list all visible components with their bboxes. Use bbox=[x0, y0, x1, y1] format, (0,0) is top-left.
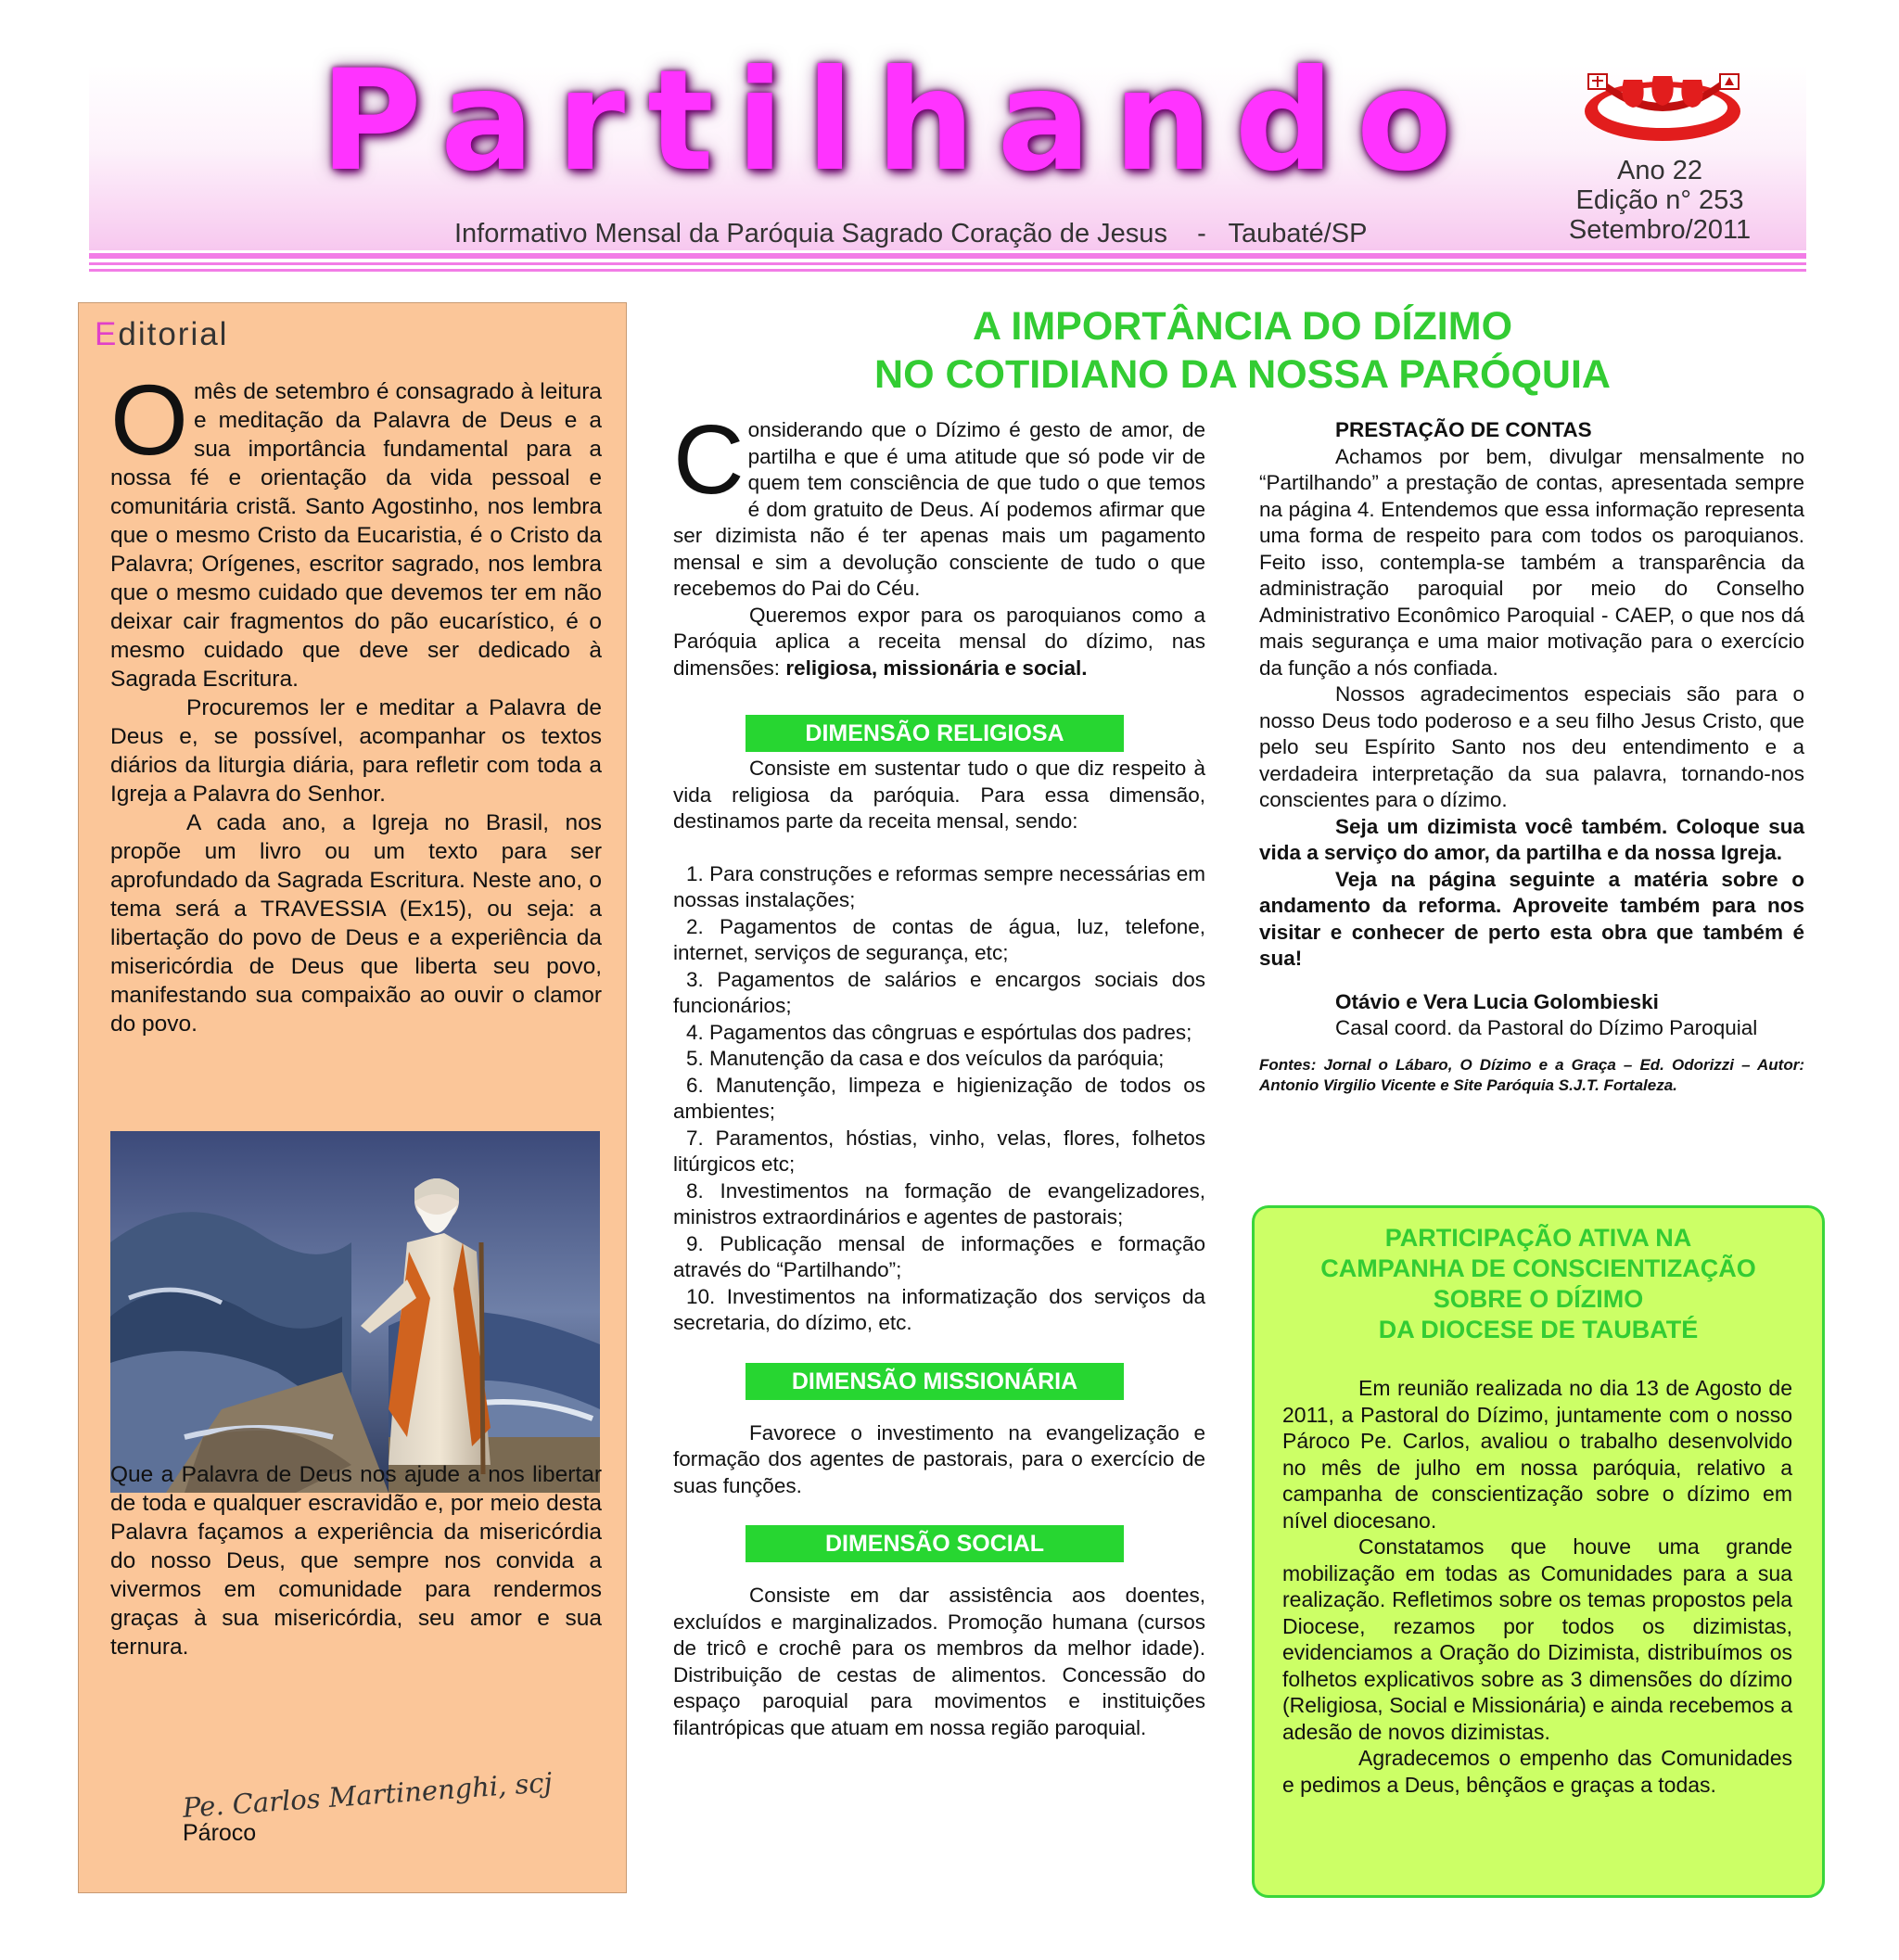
signature-role: Pároco bbox=[183, 1820, 257, 1846]
editorial-body bbox=[110, 363, 602, 1038]
list-item: 6. Manutenção, limpeza e higienização de todos os ambientes; bbox=[673, 1073, 1205, 1123]
campaign-title-line: DA DIOCESE DE TAUBATÉ bbox=[1378, 1316, 1699, 1343]
article-paragraph: onsiderando que o Dízimo é gesto de amor, de partilha e que é uma atitude que só pode vir de quem tem consciência de que tudo o que temos é dom gratuito de Deus. Aí podemos afirmar que ser dizimista não é ter apenas mais um pagamento mensal e sim a devolução consciente de tudo o que recebemos do Pai do Céu. bbox=[673, 418, 1205, 600]
article-paragraph: Consiste em sustentar tudo o que diz respeito à vida religiosa da paróquia. Para essa dimensão, destinamos parte da receita mensal, sendo: bbox=[673, 757, 1205, 833]
campaign-title-line: CAMPANHA DE CONSCIENTIZAÇÃO bbox=[1320, 1254, 1756, 1282]
authors: Otávio e Vera Lucia Golombieski bbox=[1335, 989, 1659, 1013]
header-divider bbox=[89, 253, 1806, 259]
list-item: 9. Publicação mensal de informações e formação através do “Partilhando”; bbox=[673, 1231, 1205, 1281]
article-title bbox=[649, 302, 1836, 399]
campaign-paragraph: Constatamos que houve uma grande mobilização em todas as Comunidades para a sua realização. Refletimos sobre os temas propostos pela Diocese, rezamos por todos os dizimistas, evidenciamos a Oração do Dizimista, distribuímos os folhetos explicativos sobre as 3 dimensões do dízimo (Religiosa, Social e Missionária) e ainda recebemos a adesão de novos dizimistas. bbox=[1282, 1534, 1792, 1744]
article-paragraph: Nossos agradecimentos especiais são para o nosso Deus todo poderoso e a seu filho Jesus Cristo, que pelo seu Espírito Santo nos deu entendimento e a verdadeira interpretação da sua palavra, tornando-nos conscientes para o dízimo. bbox=[1259, 682, 1804, 811]
authors-role: Casal coord. da Pastoral do Dízimo Paroquial bbox=[1335, 1016, 1758, 1039]
edition-info bbox=[1567, 156, 1752, 245]
section-label-missionaria: DIMENSÃO MISSIONÁRIA bbox=[746, 1363, 1124, 1400]
article-dimensions-bold: religiosa, missionária e social. bbox=[785, 655, 1088, 680]
article-paragraph: Consiste em dar assistência aos doentes, excluídos e marginalizados. Promoção humana (cursos de tricô e crochê para os membros da melhor idade). Distribuição de cestas de alimentos. Concessão do espaço paroquial para movimentos e instituições filantrópicas que atuam em nossa região paroquial. bbox=[673, 1584, 1205, 1739]
editorial-column bbox=[78, 302, 627, 1893]
list-item: 3. Pagamentos de salários e encargos sociais dos funcionários; bbox=[673, 967, 1205, 1017]
signature: Pe. Carlos Martinenghi, scj bbox=[181, 1766, 554, 1824]
call-to-action: Seja um dizimista você também. Coloque sua vida a serviço do amor, da partilha e da nossa Igreja. bbox=[1259, 814, 1804, 864]
article-drop-cap: C bbox=[673, 405, 745, 515]
list-item: 8. Investimentos na formação de evangelizadores, ministros extraordinários e agentes de pastorais; bbox=[673, 1178, 1205, 1228]
article-title-line: A IMPORTÂNCIA DO DÍZIMO bbox=[972, 304, 1513, 349]
editorial-heading-rest: ditorial bbox=[118, 316, 229, 352]
campaign-paragraph: Agradecemos o empenho das Comunidades e pedimos a Deus, bênçãos e graças a todas. bbox=[1282, 1746, 1792, 1797]
editorial-paragraph: Que a Palavra de Deus nos ajude a nos libertar de toda e qualquer escravidão e, por meio desta Palavra façamos a experiência da misericórdia do nosso Deus, que sempre nos convida a vivermos em comunidade para rendermos graças à sua misericórdia, seu amor e sua ternura. bbox=[110, 1462, 602, 1660]
expense-list bbox=[673, 861, 1205, 1337]
list-item: 5. Manutenção da casa e dos veículos da paróquia; bbox=[686, 1047, 1165, 1070]
header-divider bbox=[89, 262, 1806, 265]
list-item: 2. Pagamentos de contas de água, luz, telefone, internet, serviços de segurança, etc; bbox=[673, 914, 1205, 964]
list-item: 10. Investimentos na informatização dos serviços da secretaria, do dízimo, etc. bbox=[673, 1284, 1205, 1334]
sources: Fontes: Jornal o Lábaro, O Dízimo e a Graça – Ed. Odorizzi – Autor: Antonio Virgilio Vicente e Site Paróquia S.J.T. Fortaleza. bbox=[1259, 1055, 1804, 1094]
editorial-paragraph: mês de setembro é consagrado à leitura e meditação da Palavra de Deus e a sua importância fundamental para a nossa fé e orientação da vida pessoal e comunitária cristã. Santo Agostinho, nos lembra que o mesmo Cristo da Eucaristia, é o Cristo da Palavra; Orígenes, escritor sagrado, nos lembra que o mesmo cuidado que devemos ter em não deixar cair fragmentos do pão eucarístico, é o mesmo cuidado que deve ser dedicado à Sagrada Escritura. bbox=[110, 379, 602, 692]
editorial-drop-cap: O bbox=[110, 363, 189, 476]
edition-number: Edição n° 253 bbox=[1575, 185, 1744, 215]
campaign-box bbox=[1252, 1205, 1825, 1898]
article-paragraph: Achamos por bem, divulgar mensalmente no “Partilhando” a prestação de contas, apresentada sempre na página 4. Entendemos que essa informação representa uma forma de respeito para com todos os paroquianos. Feito isso, contempla-se também a transparência da administração paroquial por meio do Conselho Administrativo Econômico Paroquial - CAEP, o que nos dá mais segurança e uma maior motivação para o exercício da função a nós confiada. bbox=[1259, 444, 1804, 680]
editorial-closing bbox=[110, 1460, 602, 1661]
edition-year: Ano 22 bbox=[1617, 156, 1702, 185]
newsletter-title bbox=[320, 41, 1474, 202]
section-label-religiosa: DIMENSÃO RELIGIOSA bbox=[746, 715, 1124, 752]
campaign-paragraph: Em reunião realizada no dia 13 de Agosto de 2011, a Pastoral do Dízimo, juntamente com o nosso Pároco Pe. Carlos, avaliou o trabalho desenvolvido no mês de julho em nossa paróquia, relativo a campanha de conscientização sobre o dízimo em nível diocesano. bbox=[1282, 1376, 1792, 1533]
campaign-box-body bbox=[1282, 1375, 1792, 1798]
list-item: 7. Paramentos, hóstias, vinho, velas, flores, folhetos litúrgicos etc; bbox=[673, 1126, 1205, 1176]
section-heading-prestacao: PRESTAÇÃO DE CONTAS bbox=[1335, 418, 1592, 441]
list-item: 4. Pagamentos das côngruas e espórtulas dos padres; bbox=[686, 1020, 1192, 1044]
editorial-paragraph: Procuremos ler e meditar a Palavra de Deus e, se possível, acompanhar os textos diários da liturgia diária, para refletir com toda a Igreja a Palavra do Senhor. bbox=[110, 695, 602, 807]
section-label-social: DIMENSÃO SOCIAL bbox=[746, 1525, 1124, 1562]
campaign-box-title bbox=[1255, 1223, 1822, 1345]
campaign-title-line: PARTICIPAÇÃO ATIVA NA bbox=[1384, 1224, 1692, 1252]
editorial-heading-initial: E bbox=[95, 316, 119, 352]
newsletter-subtitle: Informativo Mensal da Paróquia Sagrado Coração de Jesus - Taubaté/SP bbox=[454, 219, 1368, 248]
editorial-paragraph: A cada ano, a Igreja no Brasil, nos propõe um livro ou um texto para ser aprofundado da Sagrada Escritura. Neste ano, o tema será a TRAVESSIA (Ex15), ou seja: a libertação do povo de Deus e a experiência da misericórdia de Deus que liberta seu povo, manifestando sua compaixão ao ouvir o clamor do povo. bbox=[110, 810, 602, 1037]
call-to-action: Veja na página seguinte a matéria sobre o andamento da reforma. Aproveite também para nos visitar e conhecer de perto esta obra que também é sua! bbox=[1259, 867, 1804, 970]
header-divider bbox=[89, 269, 1806, 272]
article-title-line: NO COTIDIANO DA NOSSA PARÓQUIA bbox=[874, 352, 1611, 397]
edition-date: Setembro/2011 bbox=[1568, 215, 1752, 245]
article-paragraph: Queremos expor para os paroquianos como a Paróquia aplica a receita mensal do dízimo, nas dimensões: bbox=[673, 603, 1205, 680]
editorial-heading bbox=[95, 316, 228, 353]
moses-parting-sea-image bbox=[110, 1131, 600, 1493]
list-item: 1. Para construções e reformas sempre necessárias em nossas instalações; bbox=[673, 861, 1205, 911]
newsletter-title-text: Partilhando bbox=[320, 41, 1474, 202]
article-column-left bbox=[673, 405, 1205, 1741]
article-paragraph: Favorece o investimento na evangelização e formação dos agentes de pastorais, para o exercício de suas funções. bbox=[673, 1420, 1205, 1497]
campaign-title-line: SOBRE O DÍZIMO bbox=[1433, 1285, 1644, 1313]
article-column-right bbox=[1259, 417, 1804, 1096]
parish-logo-icon bbox=[1581, 70, 1744, 145]
